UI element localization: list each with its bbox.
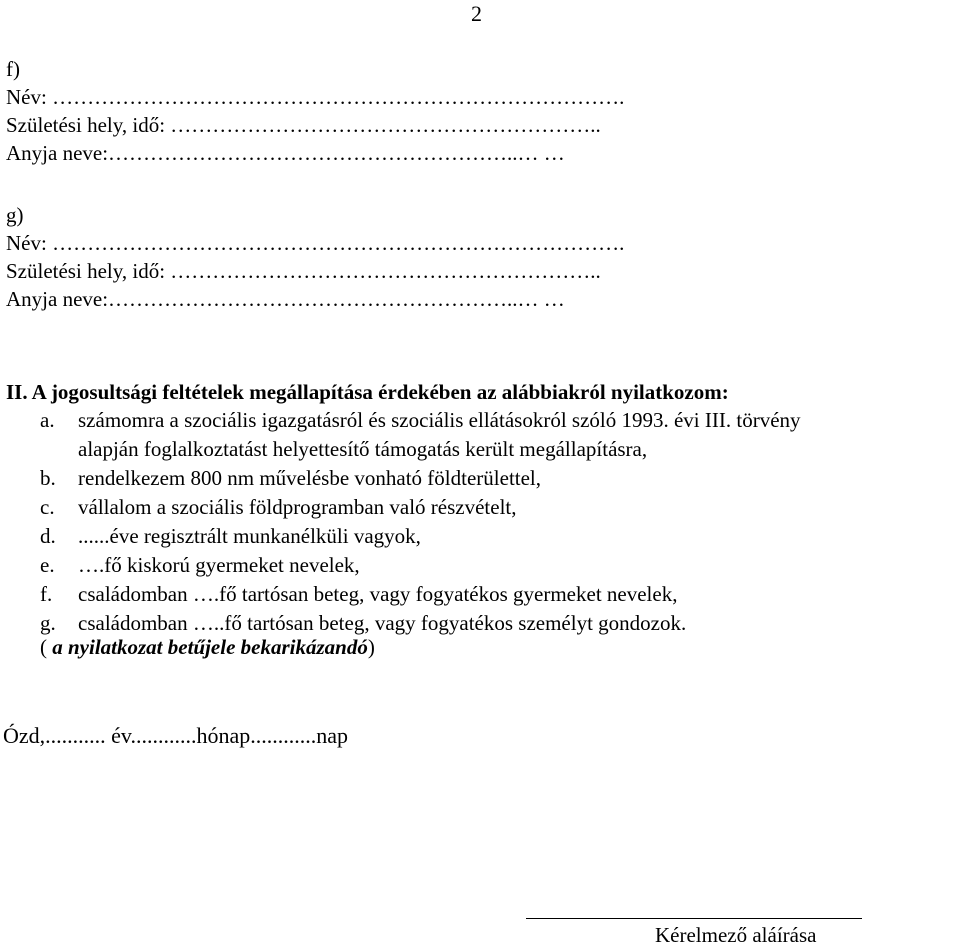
declaration-list bbox=[0, 406, 960, 638]
birth-field[interactable]: Születési hely, idő: …………………………………………………….. bbox=[6, 259, 601, 283]
item-letter: b. bbox=[40, 466, 56, 490]
list-item[interactable] bbox=[0, 464, 960, 493]
signature-line[interactable] bbox=[526, 918, 862, 919]
item-text: rendelkezem 800 nm művelésbe vonható földterülettel, bbox=[78, 466, 542, 490]
item-text: ….fő kiskorú gyermeket nevelek, bbox=[78, 553, 360, 577]
item-text: számomra a szociális igazgatásról és szociális ellátásokról szóló 1993. évi III. törvény bbox=[78, 408, 801, 432]
item-text: ......éve regisztrált munkanélküli vagyok, bbox=[78, 524, 421, 548]
item-letter: e. bbox=[40, 553, 55, 577]
page-number: 2 bbox=[471, 1, 482, 26]
name-field[interactable]: Név: ………………………………………………………………………. bbox=[6, 231, 625, 255]
name-field[interactable]: Név: ………………………………………………………………………. bbox=[6, 85, 625, 109]
section-heading: II. A jogosultsági feltételek megállapítása érdekében az alábbiakról nyilatkozom: bbox=[6, 380, 729, 404]
item-text: alapján foglalkoztatást helyettesítő támogatás került megállapításra, bbox=[78, 437, 648, 461]
item-letter: d. bbox=[40, 524, 56, 548]
list-item[interactable] bbox=[0, 551, 960, 580]
item-text: vállalom a szociális földprogramban való részvételt, bbox=[78, 495, 517, 519]
item-letter: c. bbox=[40, 495, 55, 519]
item-text: családomban …..fő tartósan beteg, vagy fogyatékos személyt gondozok. bbox=[78, 611, 687, 635]
signature-label: Kérelmező aláírása bbox=[655, 923, 817, 947]
place-date-field[interactable]: Ózd,........... év............hónap............nap bbox=[3, 723, 349, 748]
list-item[interactable] bbox=[0, 406, 960, 435]
person-block-f bbox=[6, 55, 624, 167]
list-item[interactable] bbox=[0, 522, 960, 551]
list-item[interactable] bbox=[0, 580, 960, 609]
item-letter: f. bbox=[40, 582, 53, 606]
item-text: családomban ….fő tartósan beteg, vagy fogyatékos gyermeket nevelek, bbox=[78, 582, 678, 606]
section-marker: f) bbox=[6, 57, 20, 81]
note-close: ) bbox=[367, 635, 375, 659]
note-open: ( bbox=[40, 635, 53, 659]
mother-name-field[interactable]: Anyja neve:…………………………………………………..… … bbox=[6, 287, 565, 311]
birth-field[interactable]: Születési hely, idő: …………………………………………………….. bbox=[6, 113, 601, 137]
mother-name-field[interactable]: Anyja neve:…………………………………………………..… … bbox=[6, 141, 565, 165]
note-text: a nyilatkozat betűjele bekarikázandó bbox=[52, 635, 368, 659]
item-letter: a. bbox=[40, 408, 55, 432]
item-letter: g. bbox=[40, 611, 56, 635]
circle-instruction bbox=[40, 633, 375, 661]
list-item-continuation bbox=[0, 435, 960, 464]
person-block-g bbox=[6, 201, 624, 313]
section-marker: g) bbox=[6, 203, 24, 227]
list-item[interactable] bbox=[0, 493, 960, 522]
